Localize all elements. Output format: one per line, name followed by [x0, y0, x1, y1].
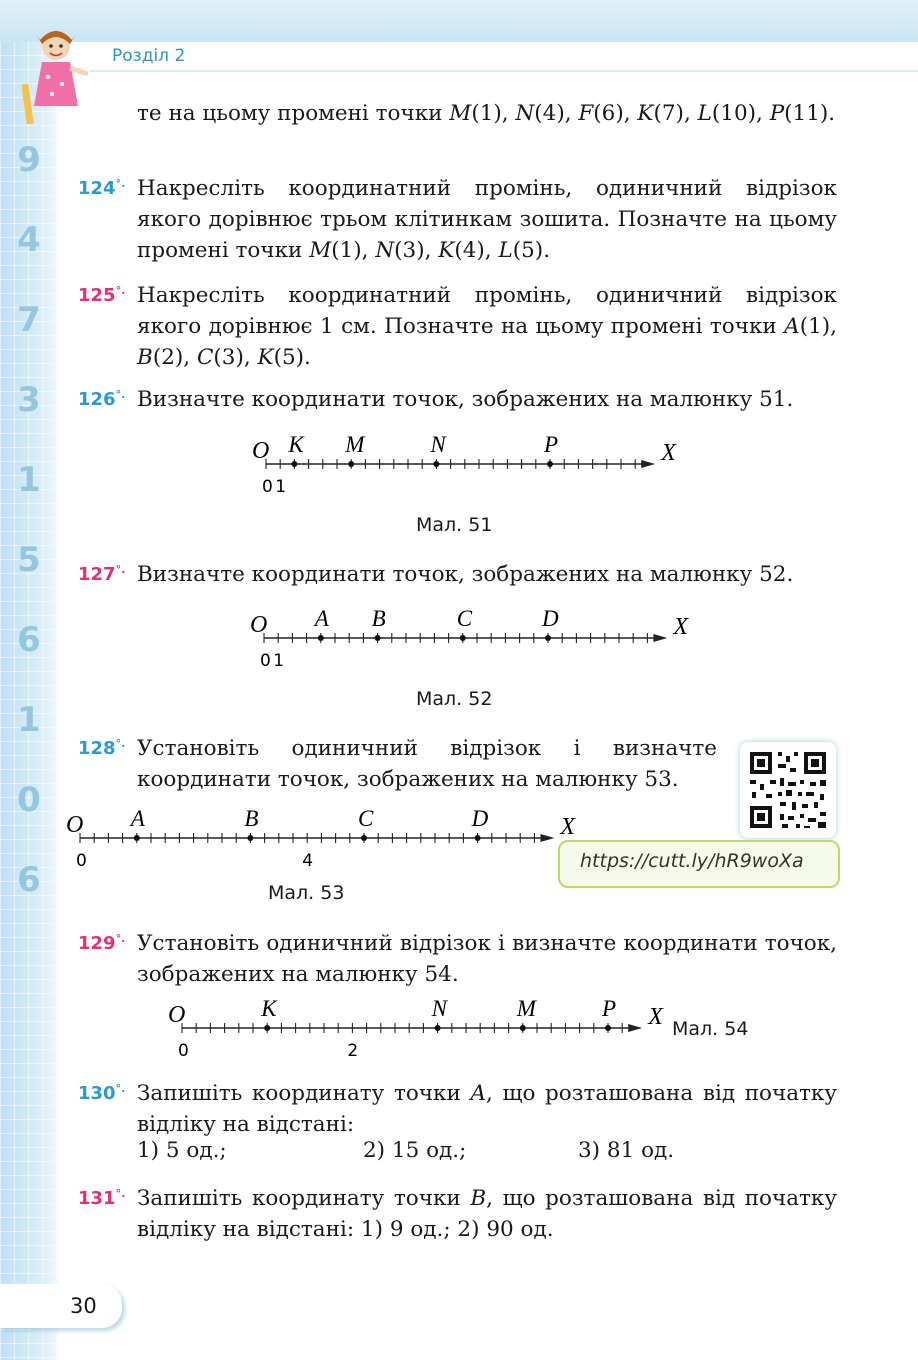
number-text: 125: [78, 285, 116, 306]
tick-label: 4: [302, 851, 314, 871]
arrow-head: [653, 634, 667, 642]
point-dot: [134, 835, 140, 841]
tick-label: 1: [273, 651, 285, 671]
point-dot: [348, 461, 354, 467]
point-dot: [547, 461, 553, 467]
figure-caption: Мал. 51: [416, 514, 493, 536]
point-label: N: [431, 996, 447, 1021]
point-dot: [361, 835, 367, 841]
figure-caption: Мал. 53: [268, 882, 345, 904]
side-digit: 6: [17, 620, 41, 660]
point-label: D: [542, 606, 559, 631]
point-dot: [291, 461, 297, 467]
point-dot: [435, 1025, 441, 1031]
axis-label: X: [673, 614, 689, 640]
point-dot: [460, 635, 466, 641]
axis-label: X: [648, 1004, 663, 1030]
side-digit: 3: [17, 380, 41, 420]
page-number: 30: [70, 1294, 97, 1318]
option-3: 3) 81 од.: [578, 1138, 675, 1163]
arrow-head: [641, 460, 655, 468]
side-digit: 4: [17, 220, 41, 260]
origin-label: O: [168, 1002, 186, 1028]
exercise-text: Запишіть координату точки B, що розташована від початку відліку на відстані: 1) 9 од.; 2) 90 од.: [137, 1186, 837, 1242]
difficulty-mark: °.: [115, 1082, 126, 1095]
exercise-text: Накресліть координатний промінь, одиничний відрізок якого дорівнює трьом клітинкам зошита. Позначте на цьому промені точки M(1), N(3), K(4), L(5).: [137, 176, 837, 263]
tick-label: 0: [260, 651, 271, 671]
point-dot: [264, 1025, 270, 1031]
tick-label: 0: [178, 1041, 189, 1061]
point-label: A: [130, 806, 145, 831]
axis-label: X: [560, 814, 576, 840]
side-digit: 1: [17, 700, 41, 740]
point-label: B: [244, 806, 259, 831]
arrow-head: [540, 834, 554, 842]
qr-code[interactable]: [740, 742, 836, 838]
option-2: 2) 15 од.;: [363, 1138, 467, 1163]
difficulty-mark: °.: [115, 388, 126, 401]
point-dot: [318, 635, 324, 641]
difficulty-mark: °.: [115, 563, 126, 576]
axis-label: X: [661, 440, 676, 466]
point-label: K: [261, 996, 277, 1021]
point-label: D: [471, 806, 489, 831]
side-digit: 0: [17, 780, 41, 820]
exercise-text: Визначте координати точок, зображених на малюнку 52.: [137, 562, 794, 587]
exercise-text: Установіть одиничний відрізок і визначте координати точок, зображених на малюнку 54.: [137, 931, 837, 987]
point-label: B: [371, 606, 386, 631]
difficulty-mark: °.: [115, 284, 126, 297]
number-text: 131: [78, 1188, 116, 1209]
point-dot: [545, 635, 551, 641]
point-dot: [375, 635, 381, 641]
point-dot: [433, 461, 439, 467]
number-text: 128: [78, 738, 116, 759]
origin-label: O: [252, 438, 270, 464]
number-text: 127: [78, 564, 116, 585]
qr-link[interactable]: https://cutt.ly/hR9woXa: [580, 850, 804, 872]
exercise-text: Накресліть координатний промінь, одиничний відрізок якого дорівнює 1 см. Позначте на цьому промені точки A(1), B(2), C(3), K(5).: [137, 283, 837, 370]
origin-label: O: [66, 812, 84, 838]
point-label: A: [314, 606, 329, 631]
exercise-text: Запишіть координату точки A, що розташована від початку відліку на відстані:: [137, 1081, 837, 1137]
tick-label: 0: [262, 477, 273, 497]
point-dot: [520, 1025, 526, 1031]
number-text: 126: [78, 389, 116, 410]
point-dot: [247, 835, 253, 841]
point-label: K: [288, 432, 304, 457]
number-text: 130: [78, 1083, 116, 1104]
option-1: 1) 5 од.;: [137, 1138, 227, 1163]
page-number-tab: [0, 1284, 122, 1328]
origin-label: O: [250, 612, 268, 638]
side-digit: 6: [17, 860, 41, 900]
side-digit: 1: [17, 460, 41, 500]
difficulty-mark: °.: [115, 177, 126, 190]
figure-caption: Мал. 52: [416, 688, 493, 710]
point-label: C: [358, 806, 374, 831]
point-label: C: [456, 606, 473, 631]
point-label: P: [602, 996, 617, 1021]
number-text: 129: [78, 933, 116, 954]
exercise-text: те на цьому промені точки M(1), N(4), F(6), K(7), L(10), P(11).: [137, 101, 836, 126]
point-label: M: [516, 996, 536, 1021]
point-label: M: [345, 432, 365, 457]
point-dot: [475, 835, 481, 841]
point-dot: [605, 1025, 611, 1031]
tick-label: 0: [76, 851, 87, 871]
exercise-text: Визначте координати точок, зображених на малюнку 51.: [137, 387, 794, 412]
figure-caption: Мал. 54: [672, 1018, 749, 1040]
side-digit: 7: [17, 300, 41, 340]
point-label: N: [430, 432, 446, 457]
tick-label: 2: [347, 1041, 359, 1061]
exercise-text: Установіть одиничний відрізок і визначте координати точок, зображених на малюнку 53.: [137, 736, 717, 792]
qr-icon: [740, 742, 836, 838]
difficulty-mark: °.: [115, 737, 126, 750]
number-text: 124: [78, 178, 116, 199]
difficulty-mark: °.: [115, 932, 126, 945]
point-label: P: [544, 432, 559, 457]
difficulty-mark: °.: [115, 1187, 126, 1200]
tick-label: 1: [275, 477, 287, 497]
side-digit: 5: [17, 540, 41, 580]
arrow-head: [628, 1024, 642, 1032]
section-title: Розділ 2: [112, 46, 186, 66]
side-digit: 9: [17, 140, 41, 180]
